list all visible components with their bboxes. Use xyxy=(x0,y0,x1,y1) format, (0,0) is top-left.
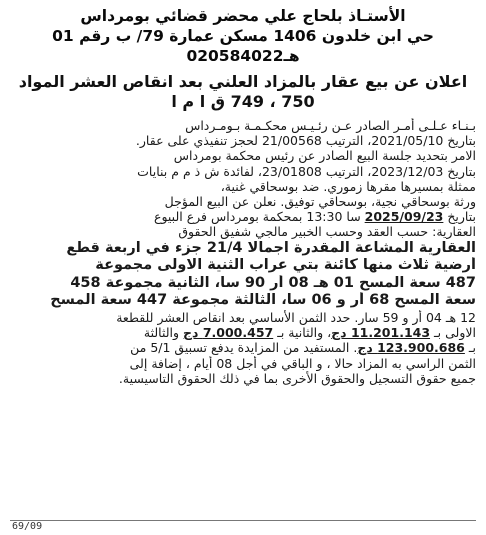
footer-code: 69/09 xyxy=(12,521,43,532)
body-line: جميع حقوق التسجيل والحقوق الأخرى بما في ذلك الحقوق التاسيسية. xyxy=(118,370,476,386)
sale-date-prefix: بتاريخ xyxy=(443,209,476,225)
price-second: 7.000.457 دج xyxy=(183,325,274,341)
notice-header xyxy=(10,6,476,66)
sale-date-suffix: سا 13:30 بمحكمة بومرداس فرع البيوع xyxy=(153,209,365,225)
price-sep: ، والثانية بـ xyxy=(273,325,332,341)
body-line: ورثة بوسحاقي نجية، بوسحاقي توفيق. نعلن عن البيع المؤجل xyxy=(164,194,476,210)
price-third: 123.900.686 دج xyxy=(357,340,465,356)
price-prefix: بـ xyxy=(464,340,476,356)
body-line: بتاريخ 2023/12/03، الترتيب 23/01808، لفائدة ش ذ م م بنايات xyxy=(137,163,476,179)
property-description: 487 سعة المسح 01 هـ 08 أر 90 سا، الثانية مجموعة 458 xyxy=(70,274,476,291)
notice-title xyxy=(10,72,476,112)
property-description: أرضية ثلاث منها كائنة بتي عراب الثنية الاولى مجموعة xyxy=(95,257,476,274)
bailiff-phone: هـ020584022 xyxy=(186,47,300,65)
sale-date: 2025/09/23 xyxy=(364,209,444,225)
notice-body xyxy=(10,118,476,386)
footer-divider xyxy=(10,520,476,521)
price-line xyxy=(10,340,476,355)
price-suffix: والثالثة xyxy=(143,325,184,341)
bailiff-name: الأستـاذ بلحاج علي محضر قضائي بومرداس xyxy=(80,7,406,25)
price-suffix: . المستفيد من المزايدة يدفع تسبيق 5/1 من xyxy=(130,340,358,356)
property-description: العقارية المشاعة المقدرة اجمالا 21/4 جزء في اربعة قطع xyxy=(66,239,476,256)
body-line: الامر بتحديد جلسة البيع الصادر عن رئيس محكمة بومرداس xyxy=(173,148,476,164)
property-description: سعة المسح 68 أر و 06 سا، الثالثة مجموعة 447 سعة المسح xyxy=(50,292,476,309)
title-line-1: اعلان عن بيع عقار بالمزاد العلني بعد انقاص العشر المواد xyxy=(18,72,468,91)
body-line: بتاريخ 2021/05/10، الترتيب 21/00568 لحجز تنفيذي على عقار. xyxy=(135,133,476,149)
price-prefix: الاولى بـ xyxy=(430,325,476,341)
body-line: 12 هـ 04 أر و 59 سار. حدد الثمن الأساسي بعد انقاص العشر للقطعة xyxy=(116,310,476,325)
body-line: العقارية: حسب العقد وحسب الخبير مالجي شفيق الحقوق xyxy=(178,224,476,240)
price-line xyxy=(10,325,476,340)
title-line-2: 750 ، 749 ق ا م ا xyxy=(171,92,315,111)
sale-date-line xyxy=(10,209,476,224)
body-line: الثمن الراسي به المزاد حالا ، و الباقي في أجل 08 أيام ، إضافة إلى xyxy=(129,355,476,371)
bailiff-address: حي ابن خلدون 1406 مسكن عمارة 79/ ب رقم 01 xyxy=(52,27,434,45)
body-line: ممثلة بمسيرها مقرها زموري. ضد بوسحاقي غنية، xyxy=(220,178,476,194)
body-line: بـنـاء عـلـى أمـر الصادر عـن رئـيـس محكـمـة بـومـرداس xyxy=(185,118,476,133)
price-first: 11.201.143 دج xyxy=(331,325,431,341)
